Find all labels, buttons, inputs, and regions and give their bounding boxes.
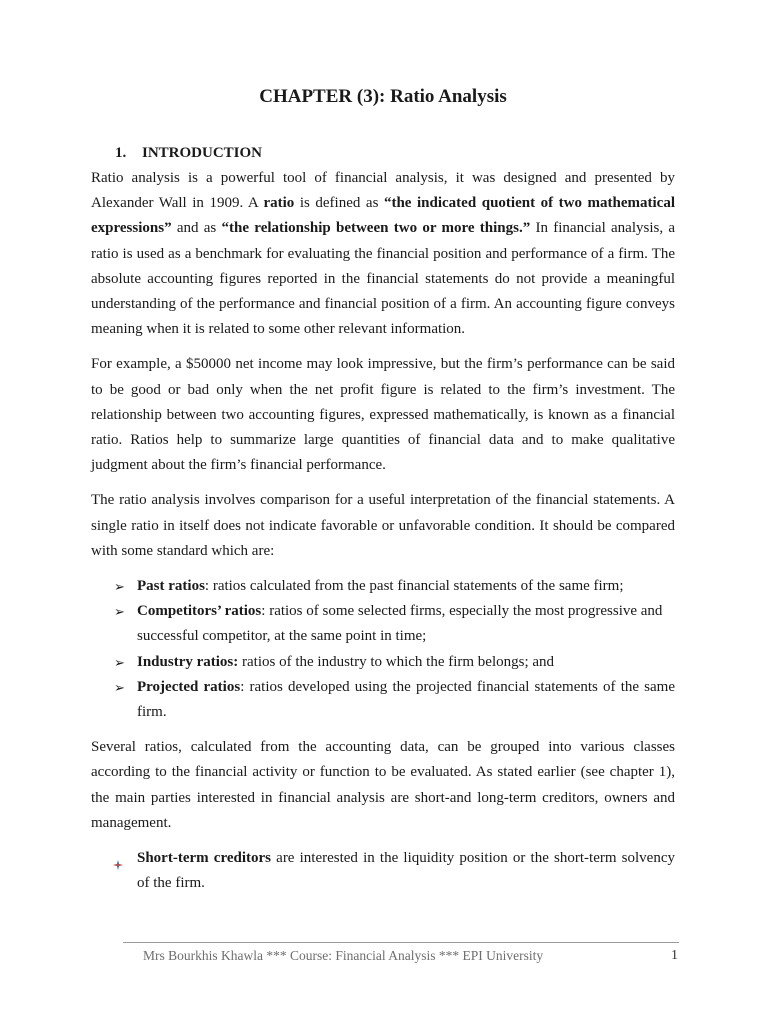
quote-definition-2: “the relationship between two or more things.” bbox=[221, 220, 531, 237]
list-item: ➢ Competitors’ ratios: ratios of some selected firms, especially the most progressive and bbox=[91, 599, 675, 624]
quote-definition-1: “the indicated quotient of two mathematical expressions” bbox=[91, 195, 675, 237]
page-number: 1 bbox=[671, 948, 678, 963]
arrowhead-bullet-icon: ➢ bbox=[114, 679, 125, 695]
parties-list bbox=[91, 846, 675, 896]
list-item-continuation: successful competitor, at the same point in time; bbox=[137, 628, 427, 645]
section-title: INTRODUCTION bbox=[142, 145, 263, 161]
arrowhead-bullet-icon: ➢ bbox=[114, 579, 125, 595]
document-body bbox=[91, 166, 675, 896]
section-heading bbox=[115, 145, 262, 162]
paragraph-example: For example, a $50000 net income may look impressive, but the firm’s performance can be said to be good or bad only when the net profit figure is related to the firm’s investment. The relationship between two accounting figures, expressed mathematically, is known as a financial ratio. Ratios help to summarize large quantities of financial data and to make qualitative judgment about the firm’s financial performance. bbox=[91, 356, 675, 474]
paragraph-classes: Several ratios, calculated from the accounting data, can be grouped into various classes according to the financial activity or function to be evaluated. As stated earlier (see chapter 1), the main parties interested in financial analysis are short-and long-term creditors, owners and management. bbox=[91, 739, 675, 831]
footer-text: Mrs Bourkhis Khawla *** Course: Financial Analysis *** EPI University bbox=[143, 948, 544, 963]
arrowhead-bullet-icon: ➢ bbox=[114, 654, 125, 670]
list-item: ➢ Past ratios: ratios calculated from the past financial statements of the same firm; bbox=[91, 574, 675, 599]
arrowhead-bullet-icon: ➢ bbox=[114, 604, 125, 620]
list-item: ➢ Industry ratios: ratios of the industry to which the firm belongs; and bbox=[91, 650, 675, 675]
list-item: Short-term creditors are interested in the liquidity position or the short-term solvency of the firm. bbox=[91, 846, 675, 896]
list-item: ➢ Projected ratios: ratios developed using the projected financial statements of the same firm. bbox=[91, 675, 675, 725]
chapter-title: CHAPTER (3): Ratio Analysis bbox=[259, 86, 507, 107]
footer-divider bbox=[123, 942, 679, 943]
term-ratio: ratio bbox=[263, 195, 295, 212]
paragraph-comparison: The ratio analysis involves comparison for a useful interpretation of the financial statements. A single ratio in itself does not indicate favorable or unfavorable condition. It should be compared with some standard which are: bbox=[91, 492, 675, 559]
paragraph-intro: Ratio analysis is a powerful tool of financial analysis, it was designed and presented by Alexander Wall in 1909. A ratio is defined as “the indicated quotient of two mathematical expressions” and as “the relationship between two or more things.” In financial analysis, a ratio is used as a benchmark for evaluating the financial position and performance of a firm. The absolute accounting figures reported in the financial statements do not provide a meaningful understanding of the performance and financial position of a firm. An accounting figure conveys meaning when it is related to some other relevant information. bbox=[91, 170, 676, 338]
standards-list bbox=[91, 574, 675, 725]
section-number: 1. bbox=[115, 145, 127, 161]
four-point-star-bullet-icon bbox=[113, 854, 123, 864]
